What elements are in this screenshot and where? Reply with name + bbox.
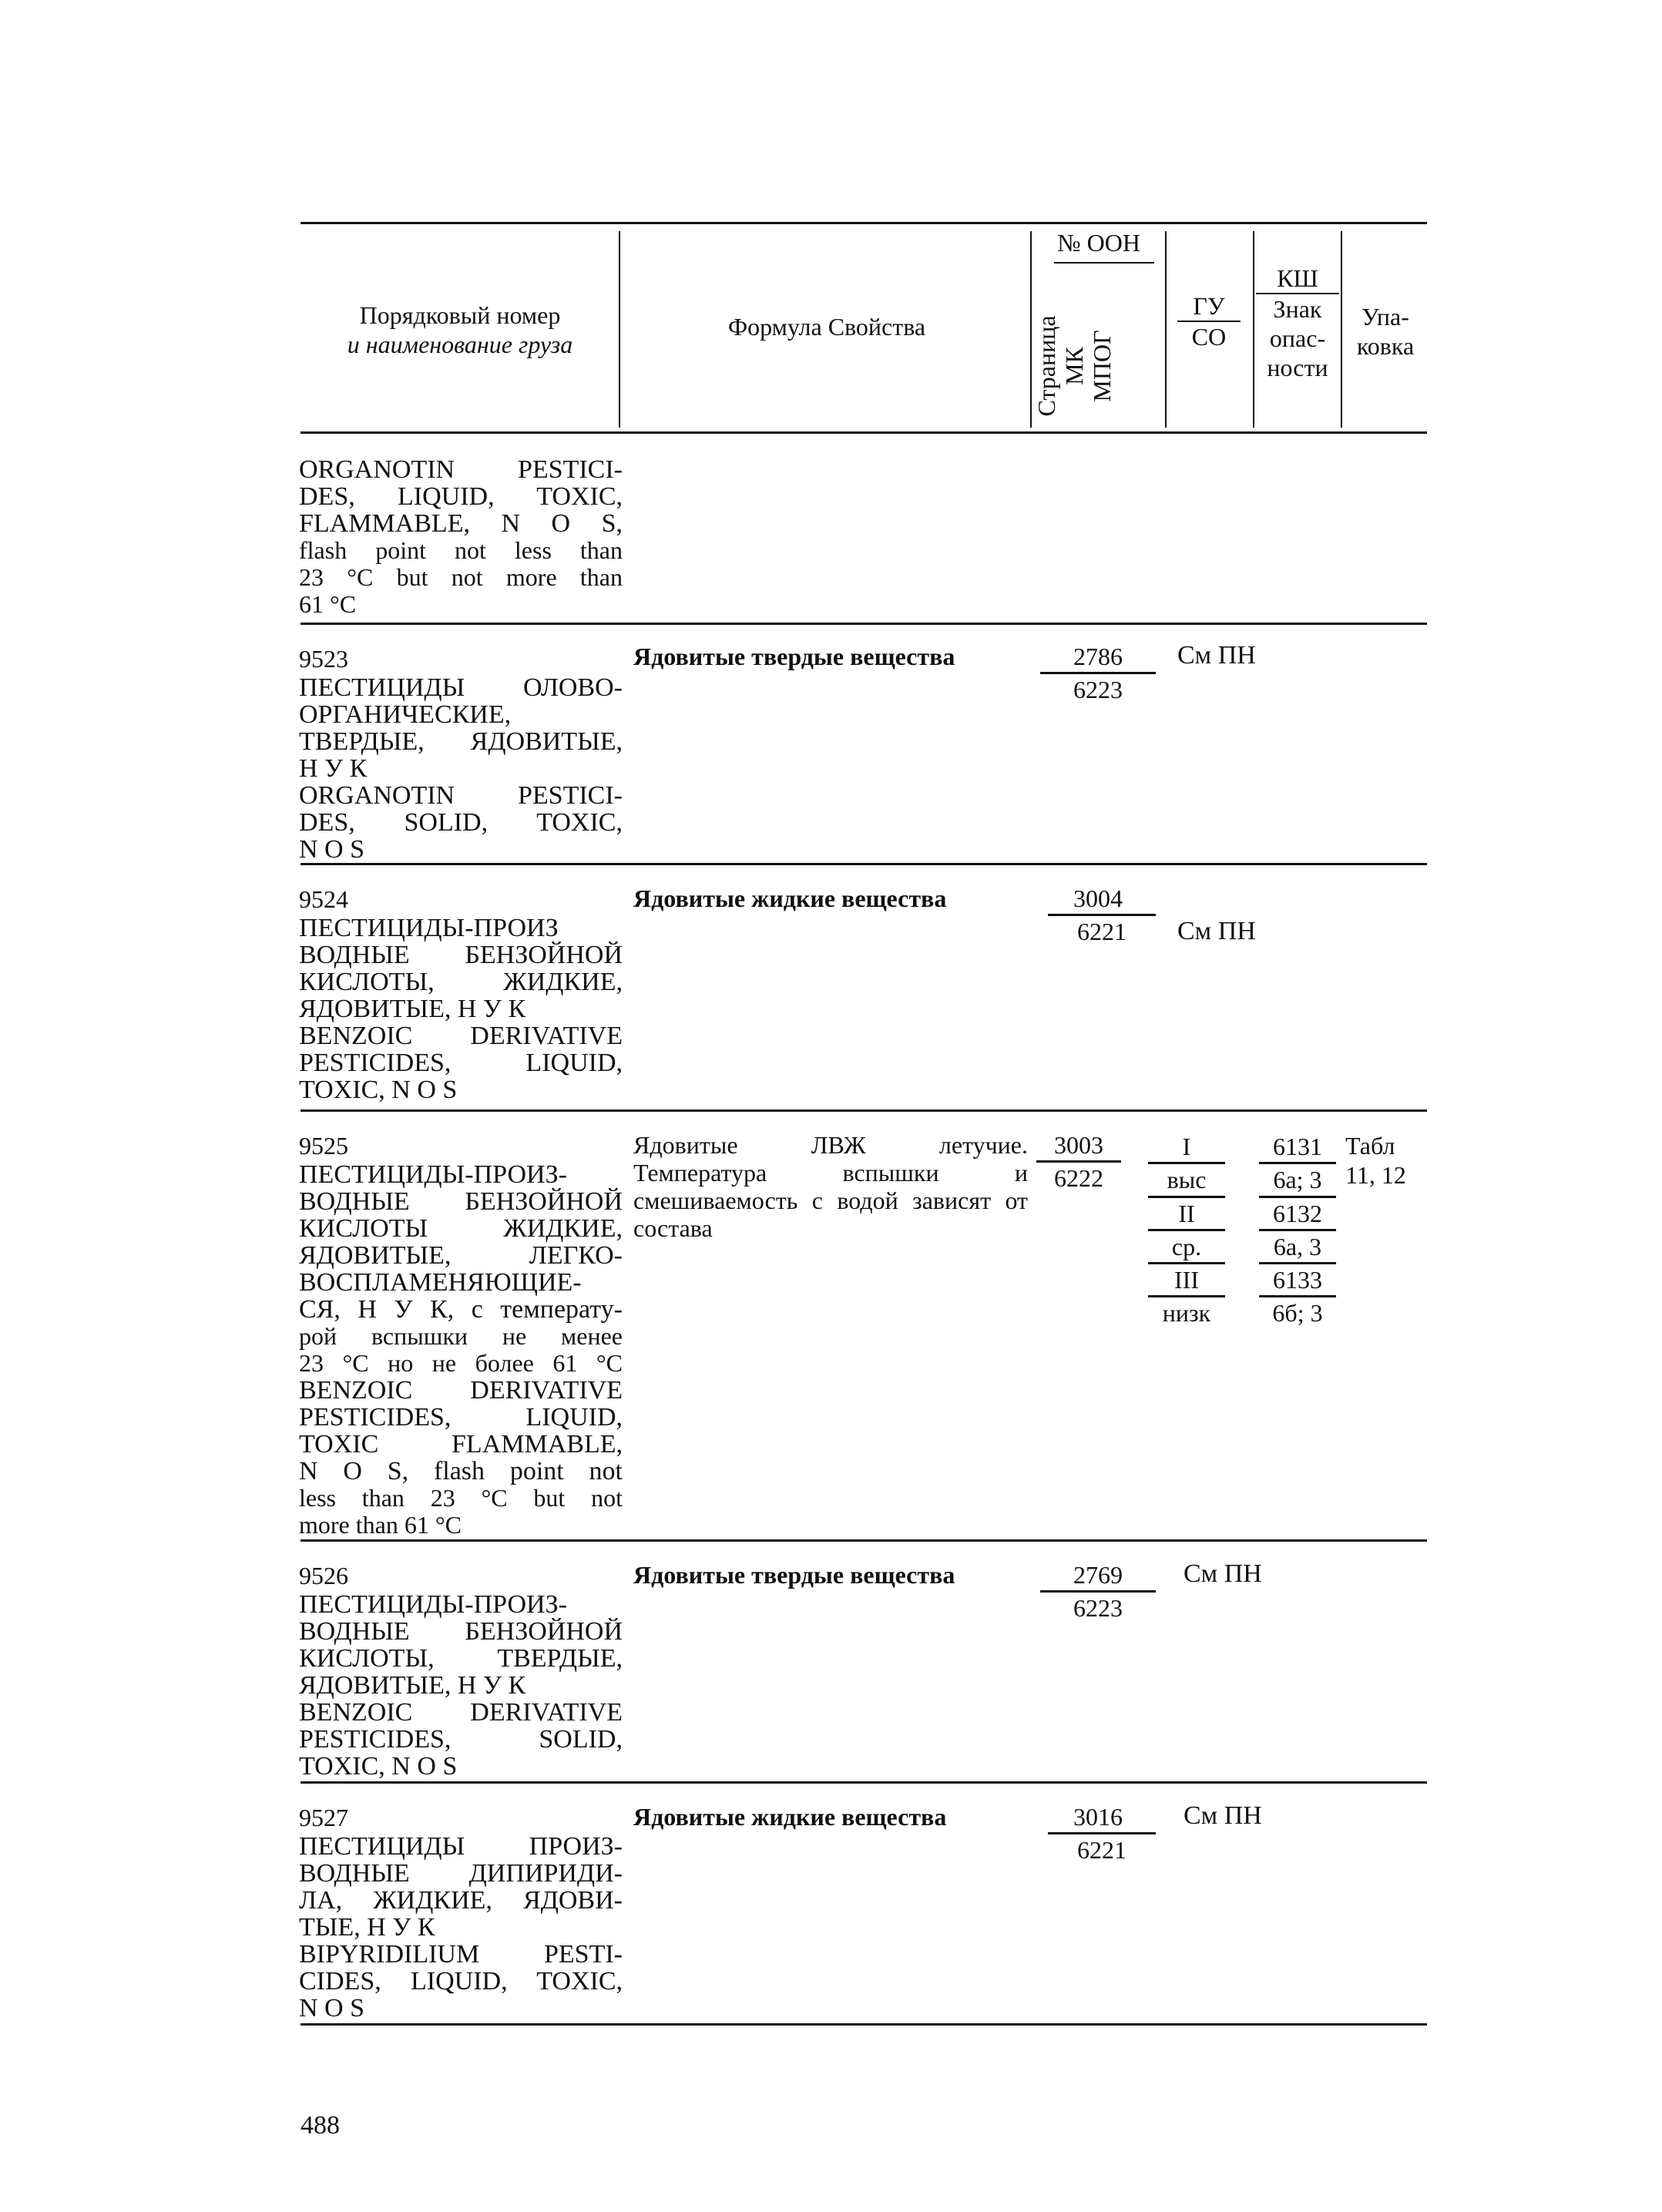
name-line: ЯДОВИТЫЕ, Н У К: [299, 1672, 526, 1699]
row-3-page: 6222: [1036, 1160, 1121, 1193]
group-ksh: 6132: [1259, 1196, 1336, 1229]
row-2-page: 6221: [1048, 914, 1156, 947]
name-line: TOXIC, N O S: [299, 1753, 458, 1780]
name-line: ORGANOTIN PESTICI-: [299, 782, 623, 809]
name-line: TOXIC, N O S: [299, 1076, 458, 1103]
row-5-gu: См ПН: [1184, 1801, 1262, 1830]
name-line: ВОСПЛАМЕНЯЮЩИЕ-: [299, 1269, 582, 1296]
row-4-un-fraction: [1040, 1559, 1156, 1623]
name-line: ПЕСТИЦИДЫ-ПРОИЗ-: [299, 1161, 567, 1188]
header-col-ksh-bot1: Знак: [1273, 295, 1322, 323]
header-col-un: [1032, 228, 1165, 257]
row-3-ksh-group-2: [1259, 1196, 1336, 1262]
group-sign: 6а, 3: [1259, 1229, 1336, 1262]
name-line: 23 °C but not more than: [299, 564, 623, 591]
name-line: ПЕСТИЦИДЫ-ПРОИЗ: [299, 915, 559, 942]
name-line: ЛА, ЖИДКИЕ, ЯДОВИ-: [299, 1887, 623, 1914]
group-gu: III: [1148, 1262, 1225, 1295]
row-5-name: [299, 1804, 623, 2022]
name-line: N O S: [299, 836, 365, 863]
row-3-gu-group-1: [1148, 1131, 1225, 1195]
name-line: ORGANOTIN PESTICI-: [299, 456, 623, 483]
header-divider: [1030, 231, 1032, 428]
row-5-page: 6221: [1048, 1832, 1156, 1865]
row-3-un: 3003: [1054, 1131, 1103, 1159]
row-5-un: 3016: [1073, 1803, 1123, 1831]
name-line: ТВЕРДЫЕ, ЯДОВИТЫЕ,: [299, 728, 623, 755]
name-line: рой вспышки не менее: [299, 1323, 623, 1350]
name-line: BENZOIC DERIVATIVE: [299, 1377, 623, 1404]
row-1-un: 2786: [1073, 643, 1123, 670]
name-line: PESTICIDES, LIQUID,: [299, 1404, 623, 1431]
group-sign: 6б; 3: [1259, 1295, 1336, 1328]
row-2-name: [299, 886, 623, 1103]
row-3-ksh-group-1: [1259, 1131, 1336, 1195]
row-0-name: [299, 456, 623, 618]
row-divider: [301, 1109, 1427, 1112]
row-4-un: 2769: [1073, 1561, 1123, 1589]
header-col-ksh: [1256, 263, 1339, 382]
group-co: низк: [1148, 1295, 1225, 1328]
row-3-un-fraction: [1036, 1129, 1121, 1193]
name-line: BIPYRIDILIUM PESTI-: [299, 1941, 623, 1968]
row-2-un-fraction: [1040, 883, 1156, 947]
group-gu: I: [1182, 1133, 1191, 1160]
header-col-ksh-bot2: опас-: [1269, 324, 1326, 352]
name-line: DES, LIQUID, TOXIC,: [299, 483, 623, 510]
name-line: ВОДНЫЕ ДИПИРИДИ-: [299, 1860, 623, 1887]
row-divider: [301, 863, 1427, 865]
header-col-gu-bot: СО: [1177, 321, 1241, 351]
row-1-number: 9523: [299, 645, 348, 673]
header-col-name-line1: Порядковый номер: [359, 301, 561, 329]
row-2-number: 9524: [299, 885, 348, 913]
group-sign: 6а; 3: [1259, 1162, 1336, 1195]
header-col-un-top: № ООН: [1057, 229, 1140, 257]
header-col-gu: [1165, 291, 1253, 351]
name-line: ВОДНЫЕ БЕНЗОЙНОЙ: [299, 942, 623, 968]
name-line: flash point not less than: [299, 537, 623, 564]
row-5-un-fraction: [1040, 1801, 1156, 1865]
header-col-props: Формула Свойства: [727, 313, 926, 341]
table-bottom-rule: [301, 2023, 1427, 2026]
name-line: PESTICIDES, LIQUID,: [299, 1049, 623, 1076]
name-line: more than 61 °C: [299, 1512, 462, 1539]
header-col-un-page: Страница: [1032, 315, 1060, 417]
name-line: ЯДОВИТЫЕ, Н У К: [299, 995, 526, 1022]
header-bottom-rule: [301, 431, 1427, 434]
group-ksh: 6133: [1259, 1262, 1336, 1295]
header-col-un-rotated: [1032, 308, 1116, 424]
row-3-number: 9525: [299, 1132, 348, 1160]
header-col-pack: [1344, 302, 1427, 361]
row-3-pack: Табл 11, 12: [1345, 1132, 1406, 1189]
row-4-number: 9526: [299, 1562, 348, 1589]
name-line: 61 °C: [299, 591, 357, 618]
header-col-gu-top: ГУ: [1193, 292, 1225, 320]
name-line: PESTICIDES, SOLID,: [299, 1726, 623, 1753]
header-col-pack-line1: Упа-: [1361, 303, 1409, 331]
row-3-gu-group-2: [1148, 1196, 1225, 1262]
group-co: ср.: [1148, 1229, 1225, 1262]
header-divider: [619, 231, 620, 428]
name-line: ПЕСТИЦИДЫ-ПРОИЗ-: [299, 1591, 567, 1618]
name-line: DES, SOLID, TOXIC,: [299, 809, 623, 836]
header-col-name: [302, 300, 618, 359]
row-4-page: 6223: [1040, 1590, 1156, 1623]
name-line: BENZOIC DERIVATIVE: [299, 1022, 623, 1049]
name-line: ЯДОВИТЫЕ, ЛЕГКО-: [299, 1242, 623, 1269]
name-line: ПЕСТИЦИДЫ ПРОИЗ-: [299, 1833, 623, 1860]
group-ksh: 6131: [1273, 1133, 1322, 1160]
header-col-ksh-bot3: ности: [1267, 354, 1328, 381]
row-3-ksh-group-3: [1259, 1262, 1336, 1328]
row-5-props: Ядовитые жидкие вещества: [633, 1803, 947, 1831]
group-co: выс: [1148, 1162, 1225, 1195]
name-line: Н У К: [299, 755, 368, 782]
row-divider: [301, 1539, 1427, 1542]
header-divider: [1253, 231, 1254, 428]
row-2-gu: См ПН: [1177, 917, 1256, 945]
name-line: TOXIC FLAMMABLE,: [299, 1431, 623, 1458]
header-divider: [1341, 231, 1342, 428]
name-line: N O S, flash point not: [299, 1458, 623, 1485]
name-line: N O S: [299, 1995, 365, 2022]
row-divider: [301, 1781, 1427, 1784]
header-un-underline: [1054, 262, 1154, 263]
name-line: ПЕСТИЦИДЫ ОЛОВО-: [299, 674, 623, 701]
name-line: КИСЛОТЫ, ТВЕРДЫЕ,: [299, 1645, 623, 1672]
name-line: FLAMMABLE, N O S,: [299, 510, 623, 537]
header-col-name-line2: и наименование груза: [347, 331, 573, 358]
header-col-pack-line2: ковка: [1356, 332, 1415, 360]
name-line: ВОДНЫЕ БЕНЗОЙНОЙ: [299, 1618, 623, 1645]
name-line: КИСЛОТЫ, ЖИДКИЕ,: [299, 968, 623, 995]
row-2-un: 3004: [1073, 884, 1123, 912]
header-col-ksh-top: КШ: [1256, 263, 1339, 294]
page-number: 488: [301, 2111, 340, 2140]
name-line: CIDES, LIQUID, TOXIC,: [299, 1968, 623, 1995]
name-line: СЯ, Н У К, с температу-: [299, 1296, 623, 1323]
row-4-props: Ядовитые твердые вещества: [633, 1561, 955, 1589]
name-line: ТЫЕ, Н У К: [299, 1914, 435, 1941]
row-2-props: Ядовитые жидкие вещества: [633, 884, 947, 912]
row-4-gu: См ПН: [1184, 1559, 1262, 1588]
name-line: КИСЛОТЫ ЖИДКИЕ,: [299, 1215, 623, 1242]
name-line: ВОДНЫЕ БЕНЗОЙНОЙ: [299, 1188, 623, 1215]
row-divider: [301, 623, 1427, 625]
row-1-page: 6223: [1040, 672, 1156, 705]
name-line: ОРГАНИЧЕСКИЕ,: [299, 701, 512, 728]
row-1-un-fraction: [1040, 641, 1156, 705]
header-col-un-code: МК МПОГ: [1060, 330, 1116, 402]
row-1-props: Ядовитые твердые вещества: [633, 643, 955, 670]
table-top-rule: [301, 222, 1427, 224]
row-3-name: [299, 1133, 623, 1539]
row-1-name: [299, 646, 623, 863]
row-5-number: 9527: [299, 1804, 348, 1831]
name-line: 23 °С но не более 61 °С: [299, 1350, 623, 1377]
row-1-gu: См ПН: [1177, 641, 1256, 670]
name-line: less than 23 °C but not: [299, 1485, 623, 1512]
group-gu: II: [1148, 1196, 1225, 1229]
name-line: BENZOIC DERIVATIVE: [299, 1699, 623, 1726]
row-3-props: Ядовитые ЛВЖ летучие. Температура вспышки и смешиваемость с водой зависят от состава: [633, 1131, 1028, 1242]
row-4-name: [299, 1562, 623, 1780]
row-3-gu-group-3: [1148, 1262, 1225, 1328]
